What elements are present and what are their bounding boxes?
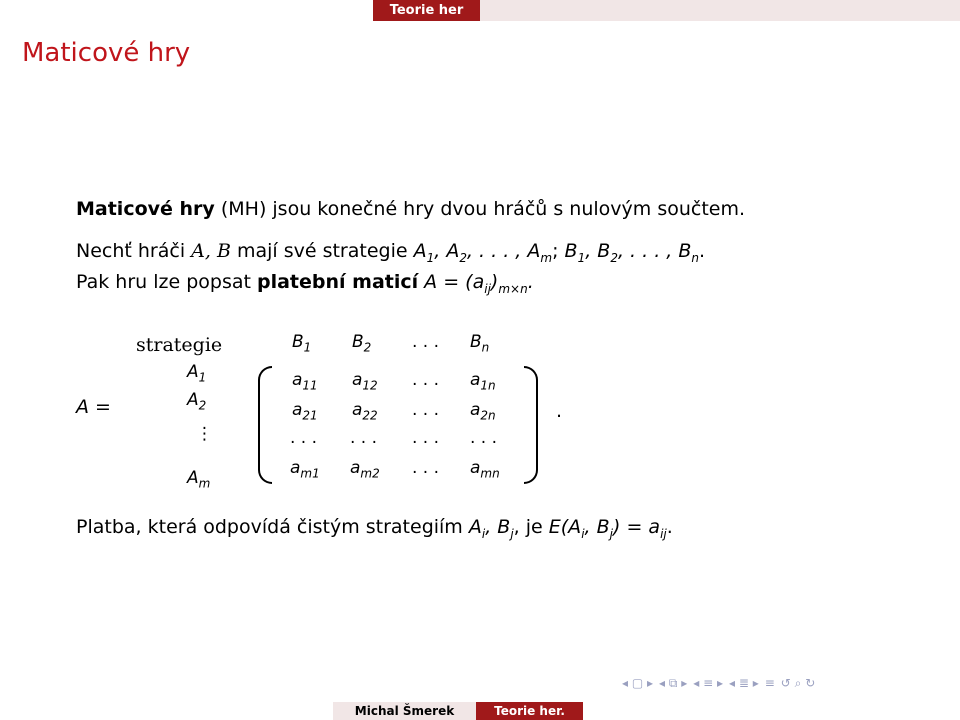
nav-subsection-list-icon[interactable]: ◂ ≣ ▸ bbox=[729, 676, 759, 690]
cell-r3-c2: . . . bbox=[350, 428, 378, 448]
nav-section-icon[interactable]: ◂ ≡ ▸ bbox=[693, 676, 723, 690]
matrix-lhs: A = bbox=[76, 396, 111, 418]
strategies-sep: ; bbox=[552, 240, 565, 262]
col-header-bn: $B_n$ bbox=[470, 332, 490, 355]
nav-search-icon[interactable]: ↺ ⌕ ↻ bbox=[780, 676, 816, 690]
nav-subsection-icon[interactable]: ◂ ⧉ ▸ bbox=[659, 676, 688, 690]
footer-short-title: Teorie her. bbox=[476, 702, 583, 720]
header-empty-area bbox=[480, 0, 960, 21]
header-bar bbox=[0, 0, 960, 21]
cell-r3-c3: . . . bbox=[412, 428, 440, 448]
strategies-a-seq: $A_1$, $A_2$, . . . , $A_m$ bbox=[413, 240, 553, 265]
nav-frame-prev-icon[interactable]: ◂ ▢ ▸ bbox=[622, 676, 654, 690]
footer-author: Michal Šmerek bbox=[333, 702, 476, 720]
strategies-text-1: Nechť hráči bbox=[76, 240, 192, 262]
cell-a21: $a_{21}$ bbox=[292, 400, 318, 423]
cell-a11: $a_{11}$ bbox=[292, 370, 318, 393]
matrix-right-paren bbox=[524, 366, 538, 484]
row-header-vdots: ⋮ bbox=[196, 424, 213, 444]
definition-paragraph bbox=[76, 198, 745, 220]
cell-a1n: $a_{1n}$ bbox=[470, 370, 496, 393]
nav-align-icon[interactable]: ≡ bbox=[764, 676, 775, 690]
payoff-end: . bbox=[666, 516, 673, 538]
cell-am2: $a_{m2}$ bbox=[350, 458, 380, 481]
cell-r3-c1: . . . bbox=[290, 428, 318, 448]
payoff-equation: $E(A_i$, $B_j) = a_{ij}$ bbox=[548, 516, 667, 541]
cell-a22: $a_{22}$ bbox=[352, 400, 378, 423]
payoff-formula: $A_i$, $B_j$ bbox=[468, 516, 514, 541]
matrix-paragraph bbox=[76, 271, 534, 296]
cell-a2n: $a_{2n}$ bbox=[470, 400, 496, 423]
strategies-label: strategie bbox=[136, 334, 223, 356]
footer-bar bbox=[0, 702, 960, 720]
payoff-je: , je bbox=[513, 516, 549, 538]
header-section-tab[interactable]: Teorie her bbox=[373, 0, 480, 21]
strategies-b-seq: $B_1$, $B_2$, . . . , $B_n$ bbox=[564, 240, 700, 265]
col-header-b1: $B_1$ bbox=[292, 332, 312, 355]
row-header-a1: $A_1$ bbox=[187, 362, 207, 385]
strategies-text-2: mají své strategie bbox=[230, 240, 414, 262]
cell-r2-dots: . . . bbox=[412, 400, 440, 420]
strategies-paragraph bbox=[76, 240, 705, 265]
row-header-a2: $A_2$ bbox=[187, 390, 207, 413]
col-header-dots: . . . bbox=[412, 332, 440, 352]
definition-text: (MH) jsou konečné hry dvou hráčů s nulovým součtem. bbox=[214, 198, 746, 220]
cell-a12: $a_{12}$ bbox=[352, 370, 378, 393]
strategies-end: . bbox=[699, 240, 706, 262]
players-vars: A, B bbox=[191, 240, 231, 262]
matrix-period: . bbox=[556, 400, 563, 422]
frame-title: Maticové hry bbox=[22, 38, 191, 68]
beamer-nav bbox=[622, 676, 815, 694]
cell-amn: $a_{mn}$ bbox=[470, 458, 500, 481]
matrix-formula: $A = (a_{ij})_{m\times n}$. bbox=[418, 271, 534, 296]
cell-r4-dots: . . . bbox=[412, 458, 440, 478]
payoff-text: Platba, která odpovídá čistým strategiím bbox=[76, 516, 469, 538]
matrix-term: platební maticí bbox=[256, 271, 419, 293]
cell-r3-c4: . . . bbox=[470, 428, 498, 448]
row-header-am: $A_m$ bbox=[187, 468, 211, 491]
matrix-text: Pak hru lze popsat bbox=[76, 271, 257, 293]
cell-am1: $a_{m1}$ bbox=[290, 458, 320, 481]
cell-r1-dots: . . . bbox=[412, 370, 440, 390]
matrix-left-paren bbox=[258, 366, 272, 484]
col-header-b2: $B_2$ bbox=[352, 332, 372, 355]
payoff-paragraph bbox=[76, 516, 673, 541]
definition-term: Maticové hry bbox=[76, 198, 215, 220]
